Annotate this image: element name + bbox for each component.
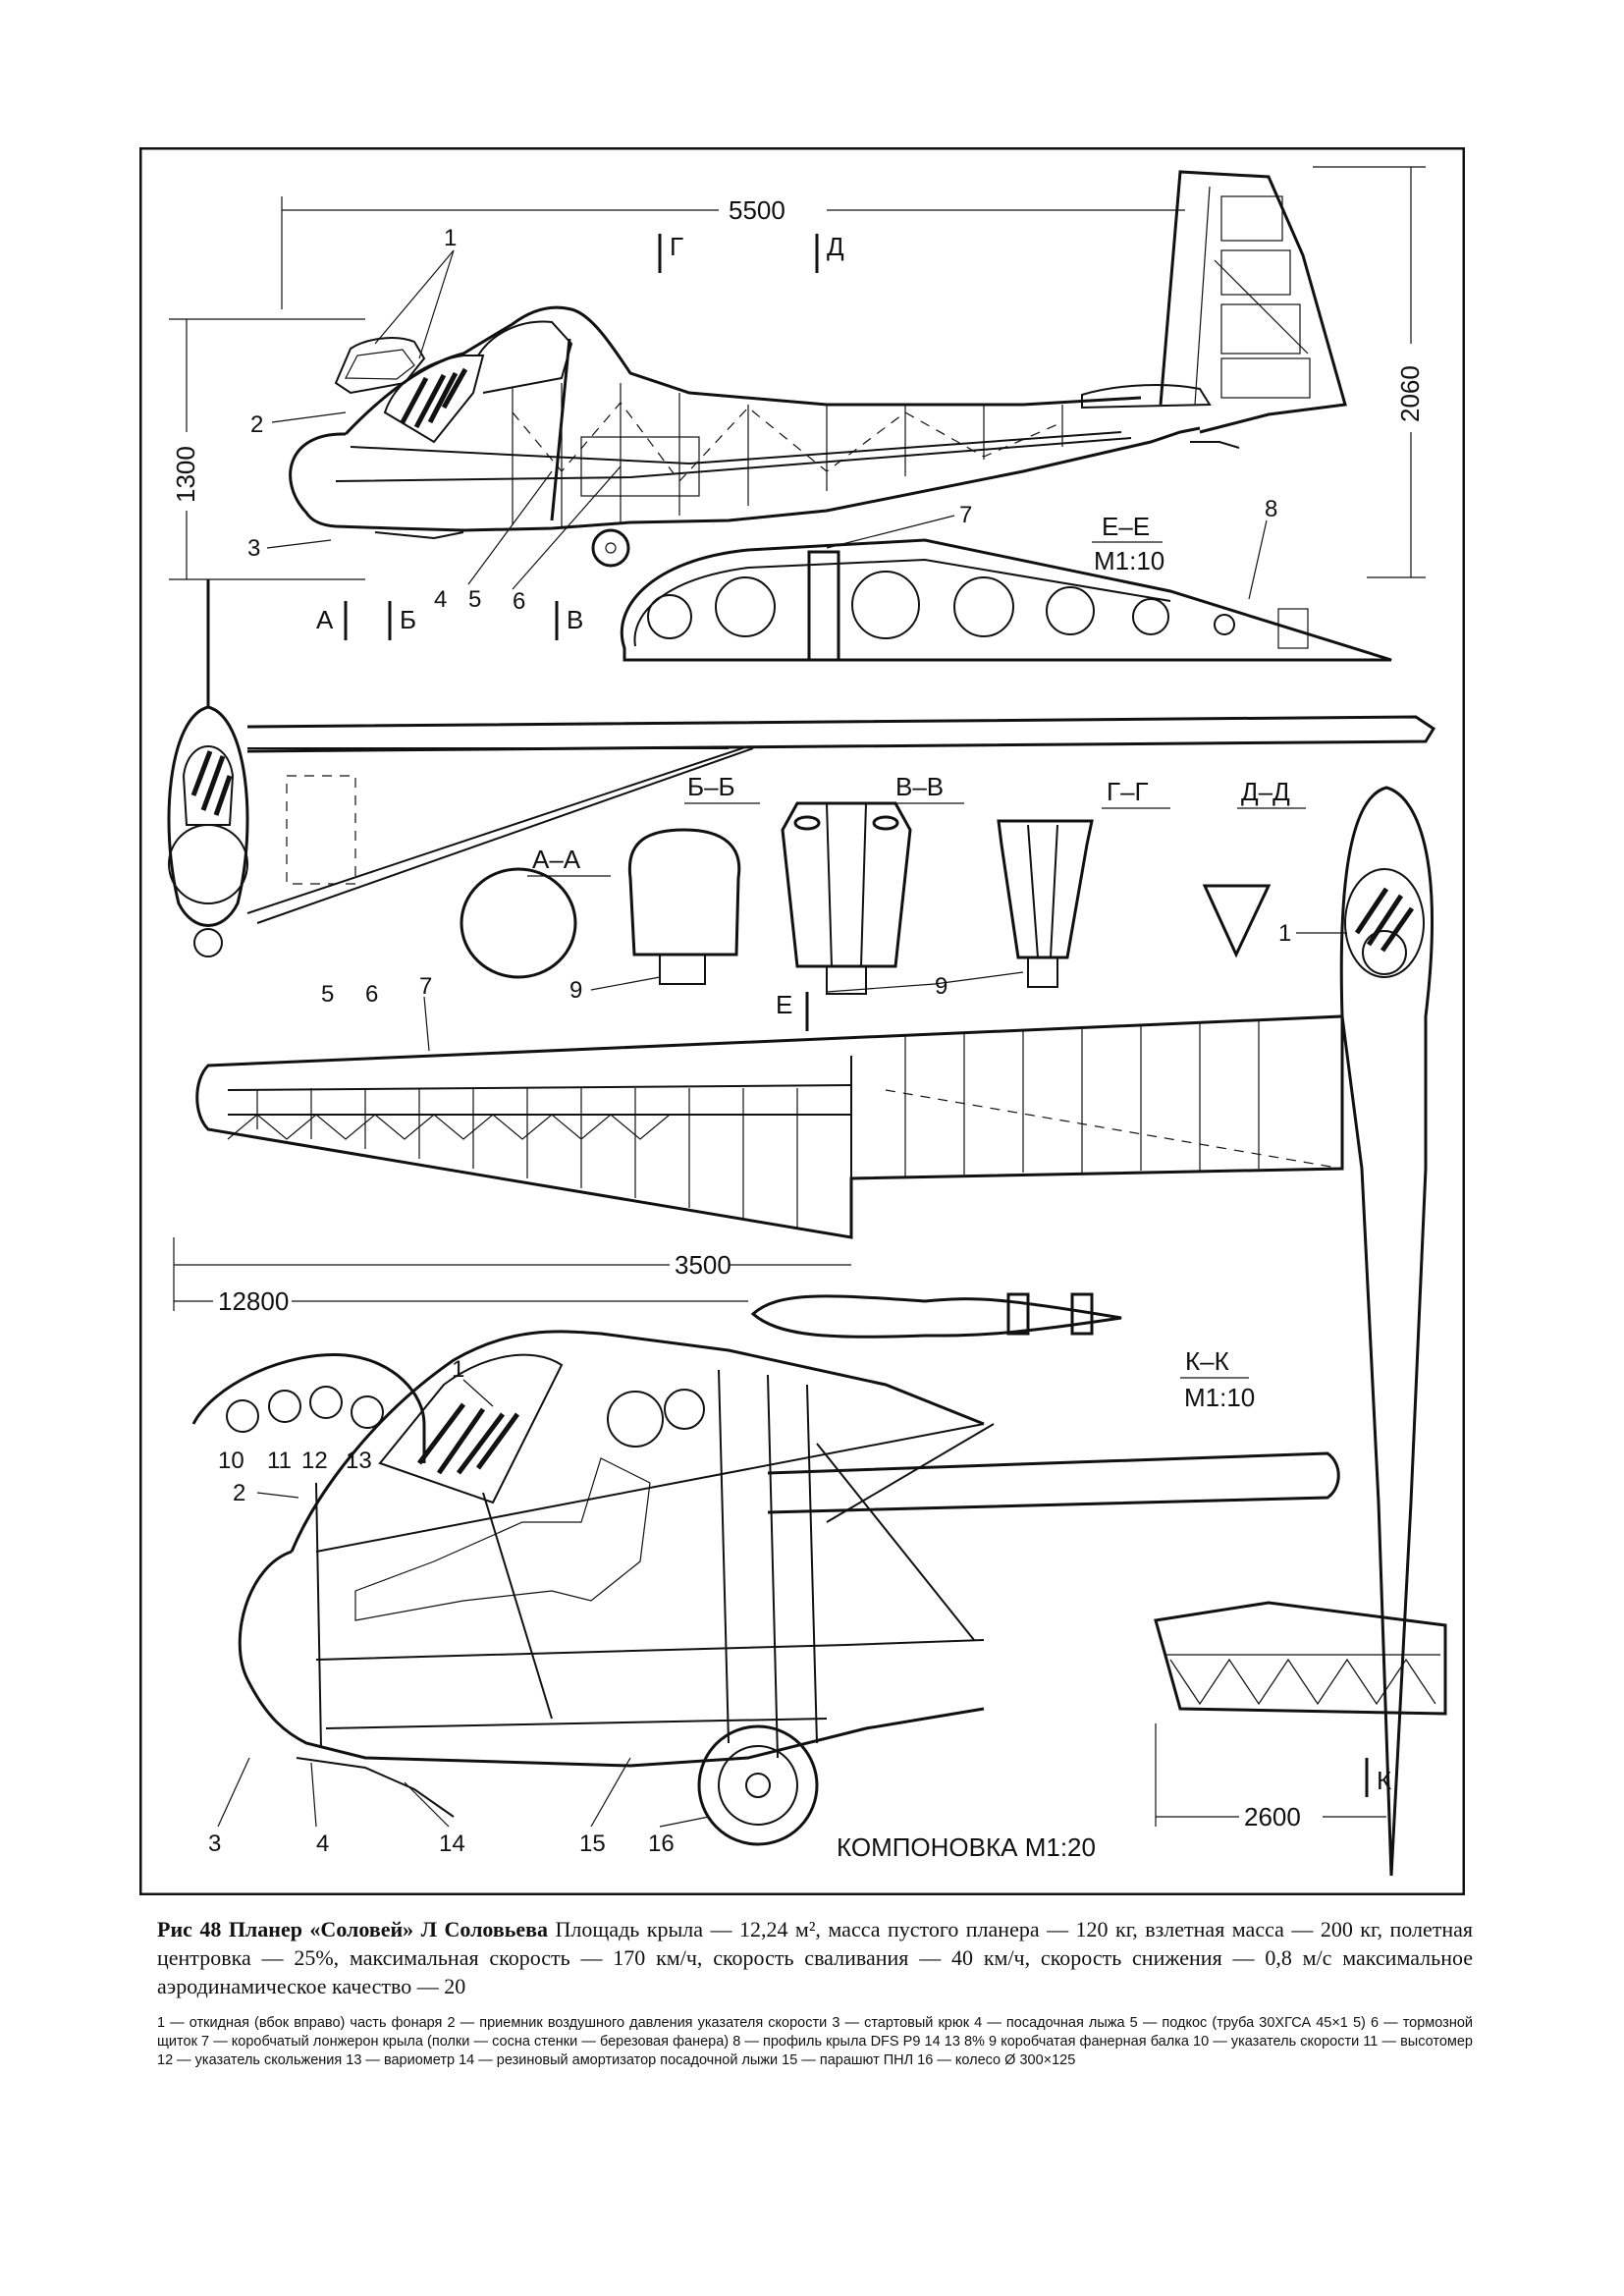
cockpit-layout (193, 1332, 1445, 1862)
dimension-2600 (1156, 1723, 1386, 1831)
figure-caption (157, 1915, 1473, 2070)
section-marks (316, 232, 1391, 1797)
layout-title: КОМПОНОВКА М1:20 (837, 1832, 1096, 1862)
wing-profile-ee (622, 512, 1391, 660)
title-vv: В–В (895, 772, 945, 801)
section-vv (783, 772, 964, 994)
mark-d: Д (827, 232, 844, 261)
callout-5b: 5 (321, 981, 335, 1008)
section-aa (461, 845, 611, 977)
dim-height: 2060 (1395, 365, 1425, 422)
callout-5a: 5 (468, 586, 482, 613)
border (140, 148, 1464, 1894)
callout-9a: 9 (569, 977, 583, 1004)
callout-11: 11 (267, 1448, 292, 1474)
callout-13: 13 (346, 1448, 372, 1474)
title-bb: Б–Б (687, 772, 735, 801)
mark-b: Б (400, 605, 417, 634)
section-kk (753, 1294, 1255, 1412)
callout-4a: 4 (434, 586, 448, 613)
callout-6b: 6 (365, 981, 379, 1008)
dimension-2060 (1313, 167, 1426, 577)
mark-e: Е (776, 990, 793, 1019)
callout-15: 15 (579, 1831, 606, 1857)
callout-1a: 1 (444, 225, 458, 251)
scale-kk: М1:10 (1184, 1383, 1256, 1412)
callout-14: 14 (439, 1831, 465, 1857)
callout-7b: 7 (419, 973, 433, 1000)
dimension-1300 (169, 319, 365, 579)
dim-stabilizer: 2600 (1244, 1802, 1301, 1831)
mark-g: Г (670, 232, 684, 261)
front-view (169, 579, 1434, 957)
dim-length: 5500 (729, 195, 785, 225)
dim-half-wing: 3500 (675, 1250, 731, 1280)
callout-4b: 4 (316, 1831, 330, 1857)
title-kk: К–К (1185, 1346, 1229, 1376)
dim-fuselage-height: 1300 (171, 446, 200, 503)
callout-16: 16 (648, 1831, 675, 1857)
title-dd: Д–Д (1241, 777, 1290, 806)
callout-2a: 2 (250, 411, 264, 438)
callout-9b: 9 (935, 973, 948, 1000)
section-gg (999, 777, 1170, 987)
title-ee: Е–Е (1102, 512, 1151, 541)
drawing-frame (139, 147, 1465, 1895)
dimension-3500 (174, 1250, 851, 1280)
mark-v: В (567, 605, 584, 634)
callout-7a: 7 (959, 502, 973, 528)
dimension-5500 (282, 195, 1185, 309)
callout-8: 8 (1265, 496, 1278, 522)
scale-ee: М1:10 (1094, 546, 1165, 575)
mark-a: А (316, 605, 334, 634)
callout-1b: 1 (1278, 920, 1292, 947)
section-bb (629, 772, 760, 984)
caption-specs: Площадь крыла — 12,24 м², масса пустого планера — 120 кг, взлетная масса — 200 кг, полетная центровка — 25%, максимальная скорость — 170 км/ч, скорость сваливания — 40 км/ч, скорость снижения — 0,8 м/с максимальное аэродинамическое качество — 20 (157, 1917, 1474, 1998)
callout-1c: 1 (452, 1356, 465, 1383)
caption-figure-label: Рис 48 Планер «Соловей» Л Соловьева (157, 1917, 549, 1941)
wing-planform (197, 1016, 1342, 1237)
callout-3b: 3 (208, 1831, 222, 1857)
title-aa: А–А (532, 845, 581, 874)
mark-k: К (1377, 1766, 1392, 1795)
callout-10: 10 (218, 1448, 244, 1474)
callout-3a: 3 (247, 535, 261, 562)
dim-span: 12800 (218, 1286, 290, 1316)
callout-12: 12 (301, 1448, 328, 1474)
title-gg: Г–Г (1107, 777, 1149, 806)
callout-6a: 6 (513, 588, 526, 615)
dimension-12800 (174, 1237, 748, 1316)
callout-2b: 2 (233, 1480, 246, 1506)
caption-legend: 1 — откидная (вбок вправо) часть фонаря 2 — приемник воздушного давления указателя скорости 3 — стартовый крюк 4 — посадочная лыжа 5 — подкос (труба 30ХГСА 45×1 5) 6 — тормозной щиток 7 — коробчатый лонжерон крыла (полки — сосна стенки — березовая фанера) 8 — профиль крыла DFS P9 14 13 8% 9 коробчатая фанерная балка 10 — указатель скорости 11 — высотомер 12 — указатель скольжения 13 — вариометр 14 — резиновый амортизатор посадочной лыжи 15 — парашют ПНЛ 16 — колесо Ø 300×125 (157, 2015, 1473, 2068)
caption-main (157, 1915, 1473, 2000)
